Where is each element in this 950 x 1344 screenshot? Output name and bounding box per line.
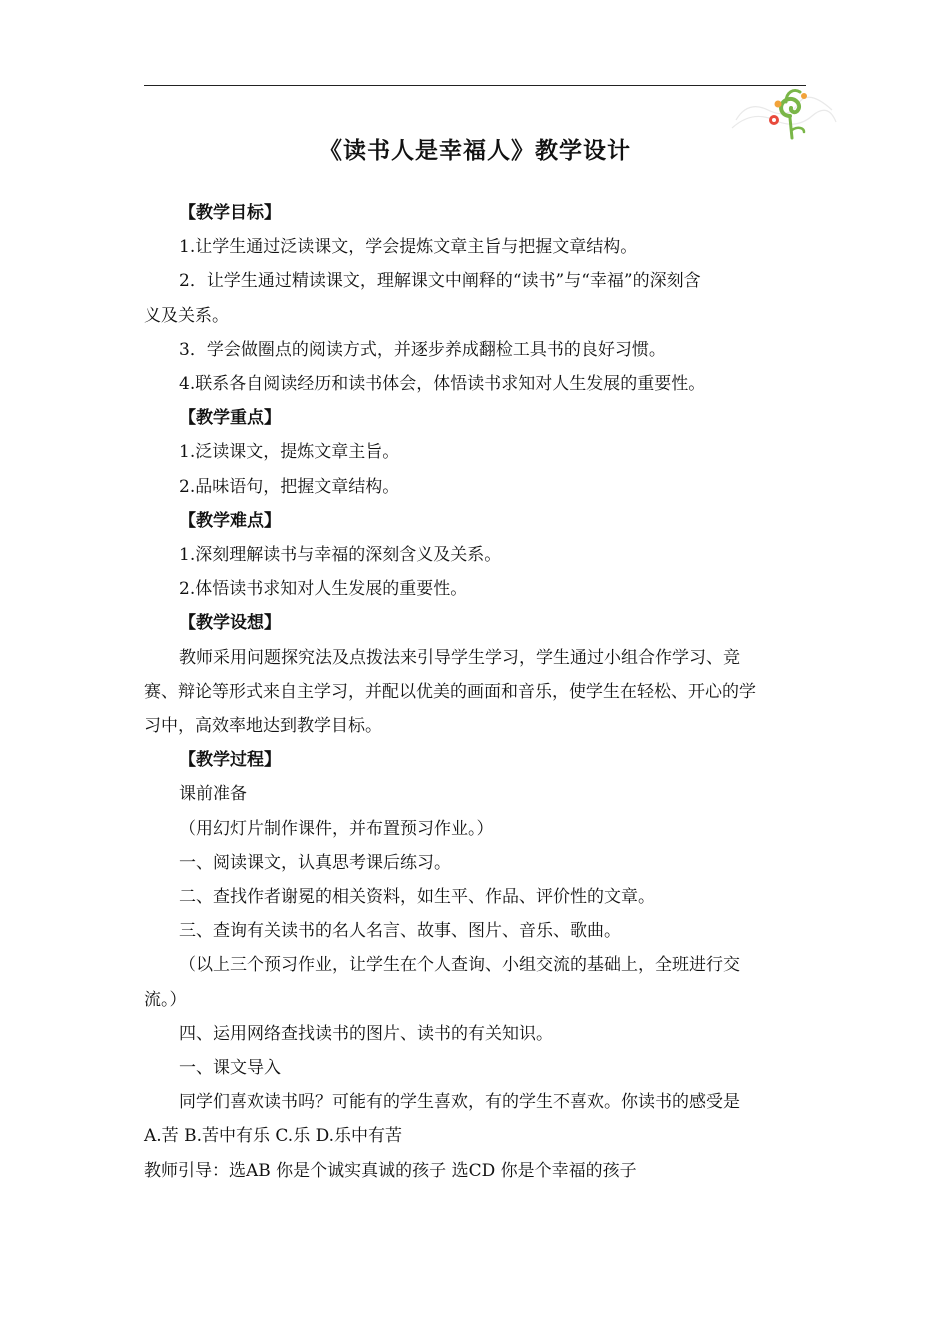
paragraph-line: 2.品味语句，把握文章结构。	[179, 476, 400, 497]
paragraph-line: （以上三个预习作业，让学生在个人查询、小组交流的基础上，全班进行交	[179, 955, 740, 976]
paragraph-line: 习中，高效率地达到教学目标。	[144, 716, 382, 737]
paragraph-line: 1.深刻理解读书与幸福的深刻含义及关系。	[179, 545, 502, 566]
paragraph-line: 4.联系各自阅读经历和读书体会，体悟读书求知对人生发展的重要性。	[179, 374, 706, 395]
paragraph-line: 1.让学生通过泛读课文，学会提炼文章主旨与把握文章结构。	[179, 237, 638, 258]
paragraph-line: 二、查找作者谢冕的相关资料，如生平、作品、评价性的文章。	[179, 887, 655, 908]
document-body	[144, 196, 808, 1188]
section-heading: 【教学目标】	[179, 203, 281, 223]
section-heading: 【教学重点】	[179, 408, 281, 429]
paragraph-line: 课前准备	[179, 784, 247, 805]
paragraph-line: 一、课文导入	[179, 1058, 281, 1079]
paragraph-line: 2.体悟读书求知对人生发展的重要性。	[179, 579, 468, 600]
paragraph-line: 同学们喜欢读书吗？可能有的学生喜欢，有的学生不喜欢。你读书的感受是	[179, 1092, 740, 1113]
paragraph-line: 教师采用问题探究法及点拨法来引导学生学习，学生通过小组合作学习、竞	[179, 647, 740, 668]
page-title: 《读书人是幸福人》教学设计	[319, 138, 631, 164]
paragraph-line: 四、运用网络查找读书的图片、读书的有关知识。	[179, 1023, 553, 1044]
paragraph-line: A.苦 B.苦中有乐 C.乐 D.乐中有苦	[144, 1126, 403, 1147]
paragraph-line: 义及关系。	[144, 305, 229, 326]
section-heading: 【教学设想】	[179, 613, 281, 634]
section-heading: 【教学过程】	[179, 750, 281, 771]
paragraph-line: 流。）	[144, 989, 187, 1010]
paragraph-line: 3．学会做圈点的阅读方式，并逐步养成翻检工具书的良好习惯。	[179, 339, 666, 360]
paragraph-line: 一、阅读课文，认真思考课后练习。	[179, 852, 451, 873]
paragraph-line: （用幻灯片制作课件，并布置预习作业。）	[179, 818, 494, 839]
section-heading: 【教学难点】	[179, 510, 281, 531]
paragraph-line: 赛、辩论等形式来自主学习，并配以优美的画面和音乐，使学生在轻松、开心的学	[144, 681, 756, 702]
paragraph-line: 三、查询有关读书的名人名言、故事、图片、音乐、歌曲。	[179, 921, 621, 942]
paragraph-line: 教师引导：选AB 你是个诚实真诚的孩子 选CD 你是个幸福的孩子	[144, 1160, 637, 1181]
header-rule	[144, 85, 806, 86]
paragraph-line: 1.泛读课文，提炼文章主旨。	[179, 442, 400, 463]
paragraph-line: 2．让学生通过精读课文，理解课文中阐释的“读书”与“幸福”的深刻含	[179, 271, 701, 292]
